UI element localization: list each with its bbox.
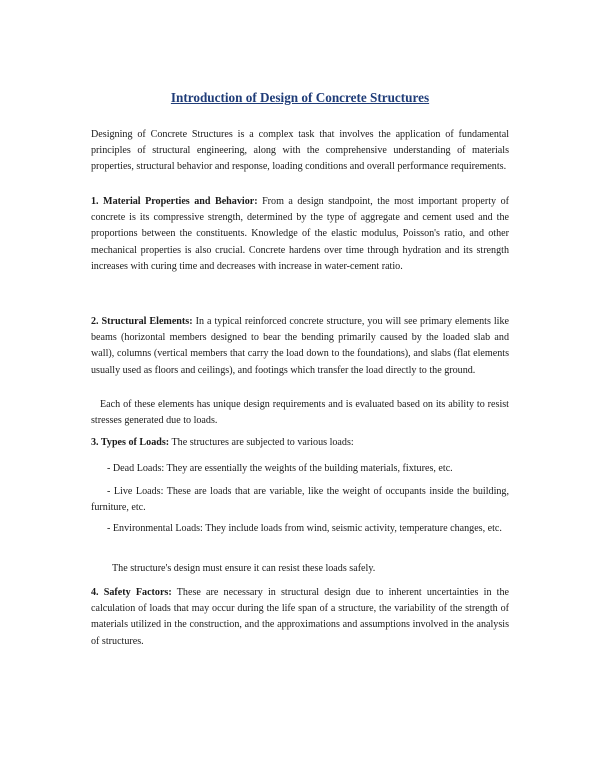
live-loads-item <box>91 484 509 516</box>
environmental-loads-text: - Environmental Loads: They include loads from wind, seismic activity, temperature changes, etc. <box>107 523 502 534</box>
material-paragraph <box>91 194 509 275</box>
structural-text: In a typical reinforced concrete structure, you will see primary elements like beams (horizontal members designed to bear the bending primarily caused by the loaded slab and wall), columns (vertical members that carry the load down to the foundations), and slabs (flat elements usually used as floors and ceilings), and footings which transfer the load directly to the ground. <box>91 316 509 376</box>
material-text: From a design standpoint, the most important property of concrete is its compressive strength, determined by the type of aggregate and cement used and the proportions between the constituents. Knowledge of the elastic modulus, Poisson's ratio, and other mechanical properties is also crucial. Concrete hardens over time through hydration and its strength increases with curing time and decreases with increase in water-cement ratio. <box>91 196 509 272</box>
safety-text: These are necessary in structural design due to inherent uncertainties in the calculation of loads that may occur during the life span of a structure, the variability of the strength of materials utilized in the construction, and the approximations and assumptions involved in the analysis of structures. <box>91 587 510 647</box>
safety-paragraph <box>91 585 509 650</box>
loads-paragraph <box>91 435 509 451</box>
safety-heading: 4. Safety Factors: <box>91 587 172 598</box>
material-heading: 1. Material Properties and Behavior: <box>91 196 258 207</box>
live-loads-text: - Live Loads: These are loads that are variable, like the weight of occupants inside the building, furniture, etc. <box>91 486 509 514</box>
loads-note-text: The structure's design must ensure it can resist these loads safely. <box>112 563 376 574</box>
loads-note-paragraph <box>91 561 509 577</box>
loads-text: The structures are subjected to various loads: <box>171 437 354 448</box>
elements-note-text: Each of these elements has unique design requirements and is evaluated based on its ability to resist stresses generated due to loads. <box>91 399 509 427</box>
intro-text: Designing of Concrete Structures is a complex task that involves the application of fundamental principles of structural engineering, along with the comprehensive understanding of materials properties, structural behavior and response, loading conditions and overall performance requirements. <box>91 129 509 173</box>
intro-paragraph <box>91 127 509 176</box>
elements-note-paragraph <box>91 397 509 429</box>
dead-loads-text: - Dead Loads: They are essentially the weights of the building materials, fixtures, etc. <box>107 463 453 474</box>
dead-loads-item <box>91 461 509 477</box>
document-title: Introduction of Design of Concrete Structures <box>170 90 430 105</box>
structural-heading: 2. Structural Elements: <box>91 316 193 327</box>
structural-paragraph <box>91 314 509 379</box>
loads-heading: 3. Types of Loads: <box>91 437 170 448</box>
environmental-loads-item <box>91 521 509 537</box>
